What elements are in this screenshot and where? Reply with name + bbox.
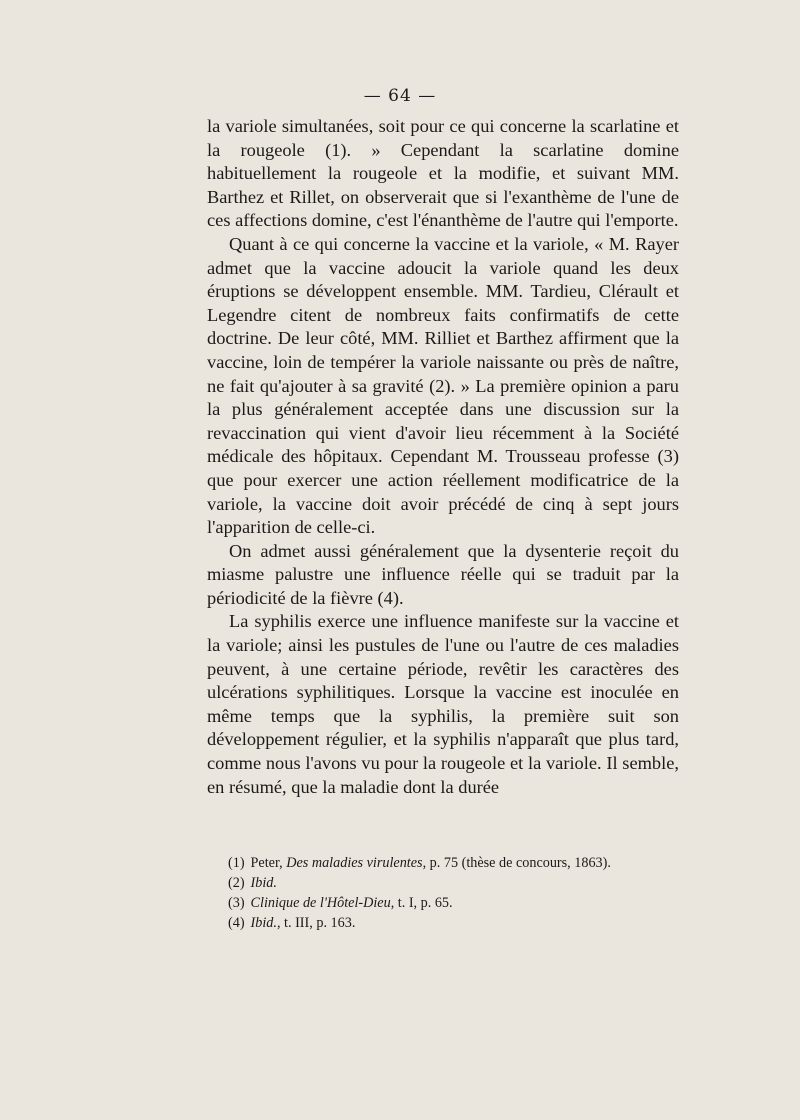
footnotes bbox=[228, 853, 688, 933]
paragraph: la variole simultanées, soit pour ce qui concerne la scarlatine et la rougeole (1). » Cependant la scarlatine domine habituellement la rougeole et la modifie, et suivant MM. Barthez et Rillet, on observerait que si l'exanthème de l'une de ces affections domine, c'est l'énanthème de l'autre qui l'emporte. bbox=[207, 116, 679, 231]
footnote-title: Ibid. bbox=[250, 875, 277, 891]
footnote-author: Peter, bbox=[250, 855, 283, 871]
footnote-number: (4) bbox=[228, 915, 245, 931]
footnote-number: (1) bbox=[228, 855, 245, 871]
paragraph: La syphilis exerce une influence manifeste sur la vaccine et la variole; ainsi les pustules de l'une ou l'autre de ces maladies peuvent, à une certaine période, revêtir les caractères des ulcérations syphilitiques. Lorsque la vaccine est inoculée en même temps que la syphilis, la première suit son développement régulier, et la syphilis n'apparaît que plus tard, comme nous l'avons vu pour la rougeole et la variole. Il semble, en résumé, que la maladie dont la durée bbox=[207, 611, 679, 797]
footnote bbox=[228, 853, 688, 873]
page-number: — 64 — bbox=[363, 86, 437, 106]
paragraph: On admet aussi généralement que la dysenterie reçoit du miasme palustre une influence réelle qui se traduit par la périodicité de la fièvre (4). bbox=[207, 540, 679, 608]
footnote bbox=[228, 873, 688, 893]
footnote bbox=[228, 913, 688, 933]
footnote-reference: , p. 75 (thèse de concours, 1863). bbox=[422, 855, 611, 871]
footnote-title: Clinique de l'Hôtel-Dieu bbox=[250, 895, 391, 911]
footnote bbox=[228, 893, 688, 913]
body-text bbox=[207, 115, 679, 799]
paragraph: Quant à ce qui concerne la vaccine et la variole, « M. Rayer admet que la vaccine adoucit la variole quand les deux éruptions se développent ensemble. MM. Tardieu, Clérault et Legendre citent de nombreux faits confirmatifs de cette doctrine. De leur côté, MM. Rilliet et Barthez affirment que la vaccine, loin de tempérer la variole naissante ou près de naître, ne fait qu'ajouter à sa gravité (2). » La première opinion a paru la plus généralement acceptée dans une discussion sur la revaccination qui vient d'avoir lieu récemment à la Société médicale des hôpitaux. Cependant M. Trousseau professe (3) que pour exercer une action réellement modificatrice de la variole, la vaccine doit avoir précédé de cinq à sept jours l'apparition de celle-ci. bbox=[207, 233, 679, 538]
footnote-title: Des maladies virulentes bbox=[286, 855, 423, 871]
footnote-reference: , t. I, p. 65. bbox=[390, 895, 453, 911]
footnote-number: (2) bbox=[228, 875, 245, 891]
footnote-title: Ibid. bbox=[250, 915, 277, 931]
footnote-reference: , t. III, p. 163. bbox=[276, 915, 356, 931]
footnote-number: (3) bbox=[228, 895, 245, 911]
